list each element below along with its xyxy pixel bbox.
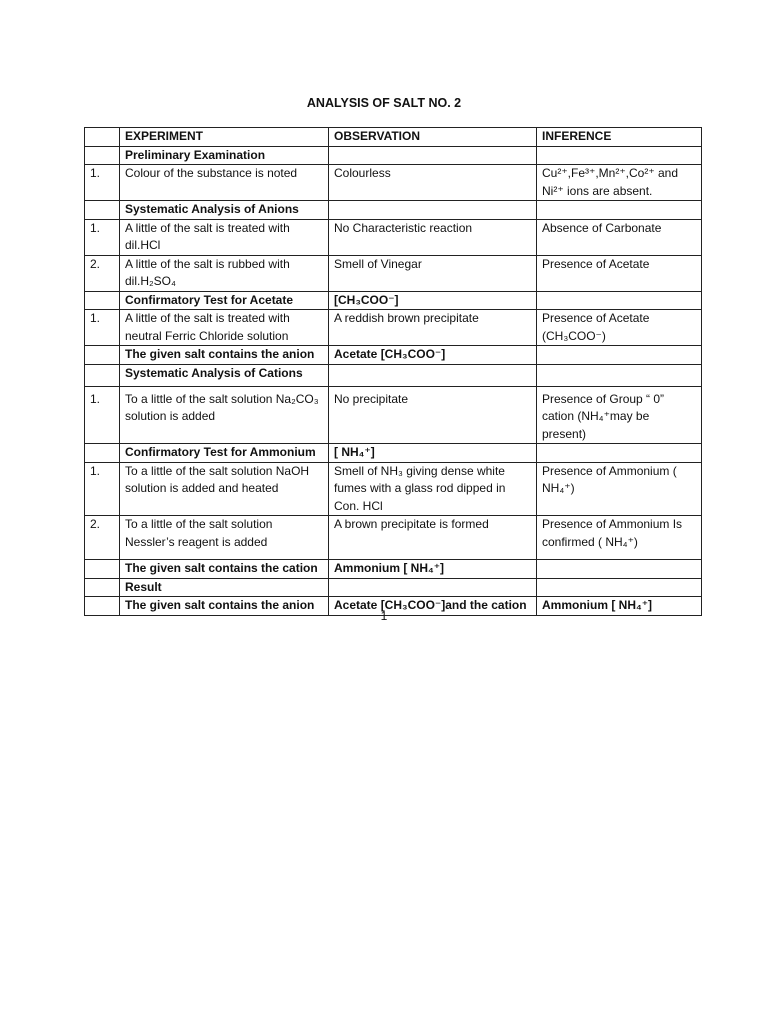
table-row xyxy=(85,560,702,579)
table-header-row xyxy=(85,128,702,147)
header-no xyxy=(85,128,120,147)
cell-inference xyxy=(537,560,702,579)
cell-observation: No precipitate xyxy=(329,386,537,444)
cell-observation: Acetate [CH₃COO⁻]and the cation xyxy=(329,597,537,616)
header-observation: OBSERVATION xyxy=(329,128,537,147)
table-row xyxy=(85,578,702,597)
table-row xyxy=(85,444,702,463)
cell-experiment: Systematic Analysis of Anions xyxy=(120,201,329,220)
cell-no: 1. xyxy=(85,219,120,255)
cell-experiment: To a little of the salt solution Na₂CO₃ solution is added xyxy=(120,386,329,444)
cell-inference xyxy=(537,578,702,597)
cell-experiment: A little of the salt is treated with dil.HCl xyxy=(120,219,329,255)
cell-experiment: Confirmatory Test for Ammonium xyxy=(120,444,329,463)
header-inference: INFERENCE xyxy=(537,128,702,147)
cell-observation: Acetate [CH₃COO⁻] xyxy=(329,346,537,365)
cell-inference: Presence of Ammonium Is confirmed ( NH₄⁺) xyxy=(537,516,702,560)
cell-no xyxy=(85,578,120,597)
page-title: ANALYSIS OF SALT NO. 2 xyxy=(306,96,462,110)
table-row xyxy=(85,165,702,201)
cell-no: 1. xyxy=(85,386,120,444)
cell-experiment: Confirmatory Test for Acetate xyxy=(120,291,329,310)
cell-observation: Smell of Vinegar xyxy=(329,255,537,291)
table-row xyxy=(85,346,702,365)
cell-inference xyxy=(537,346,702,365)
cell-inference xyxy=(537,291,702,310)
table-row xyxy=(85,462,702,516)
cell-observation: [ NH₄⁺] xyxy=(329,444,537,463)
cell-no xyxy=(85,346,120,365)
cell-no: 2. xyxy=(85,516,120,560)
header-experiment: EXPERIMENT xyxy=(120,128,329,147)
table-row xyxy=(85,310,702,346)
cell-observation xyxy=(329,364,537,386)
cell-no: 1. xyxy=(85,310,120,346)
cell-experiment: Systematic Analysis of Cations xyxy=(120,364,329,386)
cell-inference xyxy=(537,364,702,386)
cell-experiment: A little of the salt is treated with neutral Ferric Chloride solution xyxy=(120,310,329,346)
cell-no xyxy=(85,444,120,463)
cell-inference: Absence of Carbonate xyxy=(537,219,702,255)
cell-inference xyxy=(537,201,702,220)
cell-experiment: Colour of the substance is noted xyxy=(120,165,329,201)
cell-no: 1. xyxy=(85,462,120,516)
cell-observation: Smell of NH₃ giving dense white fumes with a glass rod dipped in Con. HCl xyxy=(329,462,537,516)
table-row xyxy=(85,201,702,220)
cell-experiment: A little of the salt is rubbed with dil.H₂SO₄ xyxy=(120,255,329,291)
cell-experiment: The given salt contains the anion xyxy=(120,346,329,365)
cell-no xyxy=(85,364,120,386)
cell-no: 2. xyxy=(85,255,120,291)
cell-no xyxy=(85,560,120,579)
page-number: 1 xyxy=(380,609,388,623)
table-row xyxy=(85,516,702,560)
cell-experiment: Result xyxy=(120,578,329,597)
cell-no xyxy=(85,201,120,220)
cell-observation xyxy=(329,146,537,165)
analysis-table xyxy=(84,127,702,616)
cell-no xyxy=(85,146,120,165)
cell-observation xyxy=(329,201,537,220)
table-row xyxy=(85,291,702,310)
table-row xyxy=(85,146,702,165)
cell-inference: Presence of Ammonium ( NH₄⁺) xyxy=(537,462,702,516)
cell-observation: Ammonium [ NH₄⁺] xyxy=(329,560,537,579)
cell-observation: A reddish brown precipitate xyxy=(329,310,537,346)
cell-observation: No Characteristic reaction xyxy=(329,219,537,255)
cell-observation: [CH₃COO⁻] xyxy=(329,291,537,310)
cell-inference xyxy=(537,146,702,165)
cell-inference xyxy=(537,444,702,463)
cell-observation: A brown precipitate is formed xyxy=(329,516,537,560)
cell-inference: Presence of Acetate (CH₃COO⁻) xyxy=(537,310,702,346)
cell-no: 1. xyxy=(85,165,120,201)
table-row xyxy=(85,219,702,255)
cell-experiment: To a little of the salt solution NaOH solution is added and heated xyxy=(120,462,329,516)
table-row xyxy=(85,386,702,444)
cell-experiment: To a little of the salt solution Nessler’s reagent is added xyxy=(120,516,329,560)
cell-observation: Colourless xyxy=(329,165,537,201)
cell-experiment: Preliminary Examination xyxy=(120,146,329,165)
cell-inference: Ammonium [ NH₄⁺] xyxy=(537,597,702,616)
cell-experiment: The given salt contains the cation xyxy=(120,560,329,579)
cell-inference: Presence of Acetate xyxy=(537,255,702,291)
table-row xyxy=(85,364,702,386)
cell-inference: Cu²⁺,Fe³⁺,Mn²⁺,Co²⁺ and Ni²⁺ ions are absent. xyxy=(537,165,702,201)
cell-inference: Presence of Group “ 0” cation (NH₄⁺may be present) xyxy=(537,386,702,444)
cell-no xyxy=(85,291,120,310)
cell-experiment: The given salt contains the anion xyxy=(120,597,329,616)
cell-observation xyxy=(329,578,537,597)
table-row xyxy=(85,255,702,291)
